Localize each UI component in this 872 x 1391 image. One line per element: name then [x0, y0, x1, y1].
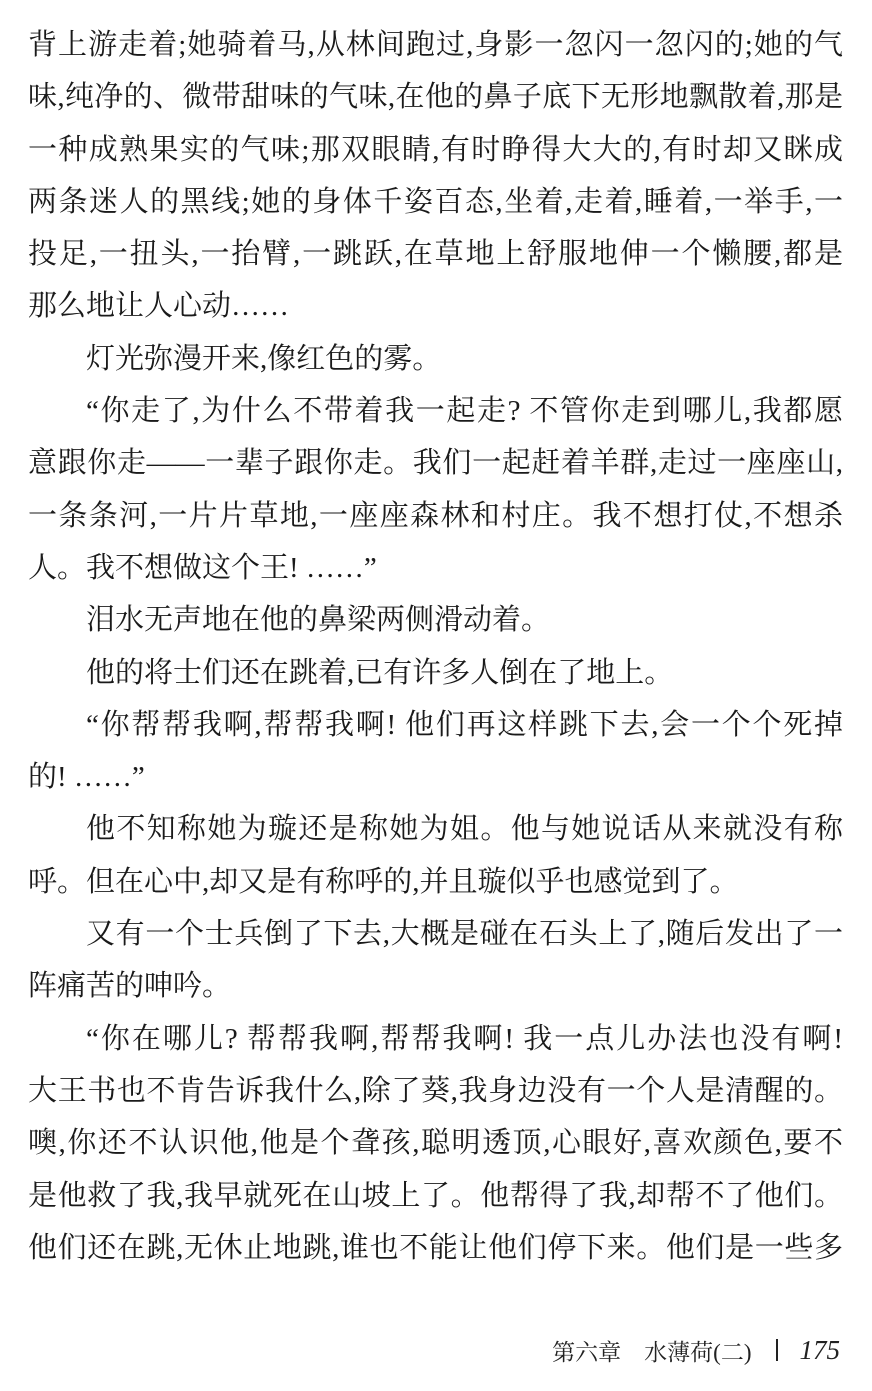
body-text — [28, 19, 843, 1274]
text-line: 一种成熟果实的气味;那双眼睛,有时睁得大大的,有时却又眯成 — [28, 133, 843, 166]
text-line: 背上游走着;她骑着马,从林间跑过,身影一忽闪一忽闪的;她的气 — [28, 29, 843, 61]
text-line: “你帮帮我啊,帮帮我啊! 他们再这样跳下去,会一个个死掉 — [86, 708, 843, 741]
text-line: 阵痛苦的呻吟。 — [28, 970, 232, 1003]
text-line: 一条条河,一片片草地,一座座森林和村庄。我不想打仗,不想杀 — [28, 499, 843, 532]
text-line: 呼。但在心中,却又是有称呼的,并且璇似乎也感觉到了。 — [28, 865, 739, 898]
text-line: 人。我不想做这个王! ……” — [28, 551, 377, 584]
chapter-title: 第六章 水薄荷(二) — [552, 1339, 752, 1365]
text-line: 是他救了我,我早就死在山坡上了。他帮得了我,却帮不了他们。 — [28, 1179, 843, 1212]
text-line: 噢,你还不认识他,他是个聋孩,聪明透顶,心眼好,喜欢颜色,要不 — [28, 1127, 843, 1160]
text-line: 他不知称她为璇还是称她为姐。他与她说话从来就没有称 — [86, 813, 843, 846]
text-line: “你在哪儿? 帮帮我啊,帮帮我啊! 我一点儿办法也没有啊! — [86, 1022, 843, 1055]
text-line: 他的将士们还在跳着,已有许多人倒在了地上。 — [86, 656, 674, 689]
page-number: 175 — [799, 1334, 840, 1365]
text-line: 他们还在跳,无休止地跳,谁也不能让他们停下来。他们是一些多 — [28, 1231, 843, 1264]
text-line: 大王书也不肯告诉我什么,除了葵,我身边没有一个人是清醒的。 — [28, 1074, 843, 1107]
text-line: 的! ……” — [28, 761, 145, 794]
text-line: “你走了,为什么不带着我一起走? 不管你走到哪儿,我都愿 — [86, 395, 843, 428]
text-line: 意跟你走——一辈子跟你走。我们一起赶着羊群,走过一座座山, — [28, 447, 843, 480]
text-line: 灯光弥漫开来,像红色的雾。 — [86, 342, 442, 375]
text-line: 两条迷人的黑线;她的身体千姿百态,坐着,走着,睡着,一举手,一 — [28, 185, 843, 218]
text-line: 投足,一扭头,一抬臂,一跳跃,在草地上舒服地伸一个懒腰,都是 — [28, 238, 843, 271]
footer-divider — [776, 1339, 778, 1361]
text-line: 那么地让人心动…… — [28, 290, 290, 323]
text-line: 味,纯净的、微带甜味的气味,在他的鼻子底下无形地飘散着,那是 — [28, 81, 843, 114]
page-footer — [552, 1330, 840, 1370]
text-line: 又有一个士兵倒了下去,大概是碰在石头上了,随后发出了一 — [86, 918, 843, 951]
text-line: 泪水无声地在他的鼻梁两侧滑动着。 — [86, 604, 551, 637]
